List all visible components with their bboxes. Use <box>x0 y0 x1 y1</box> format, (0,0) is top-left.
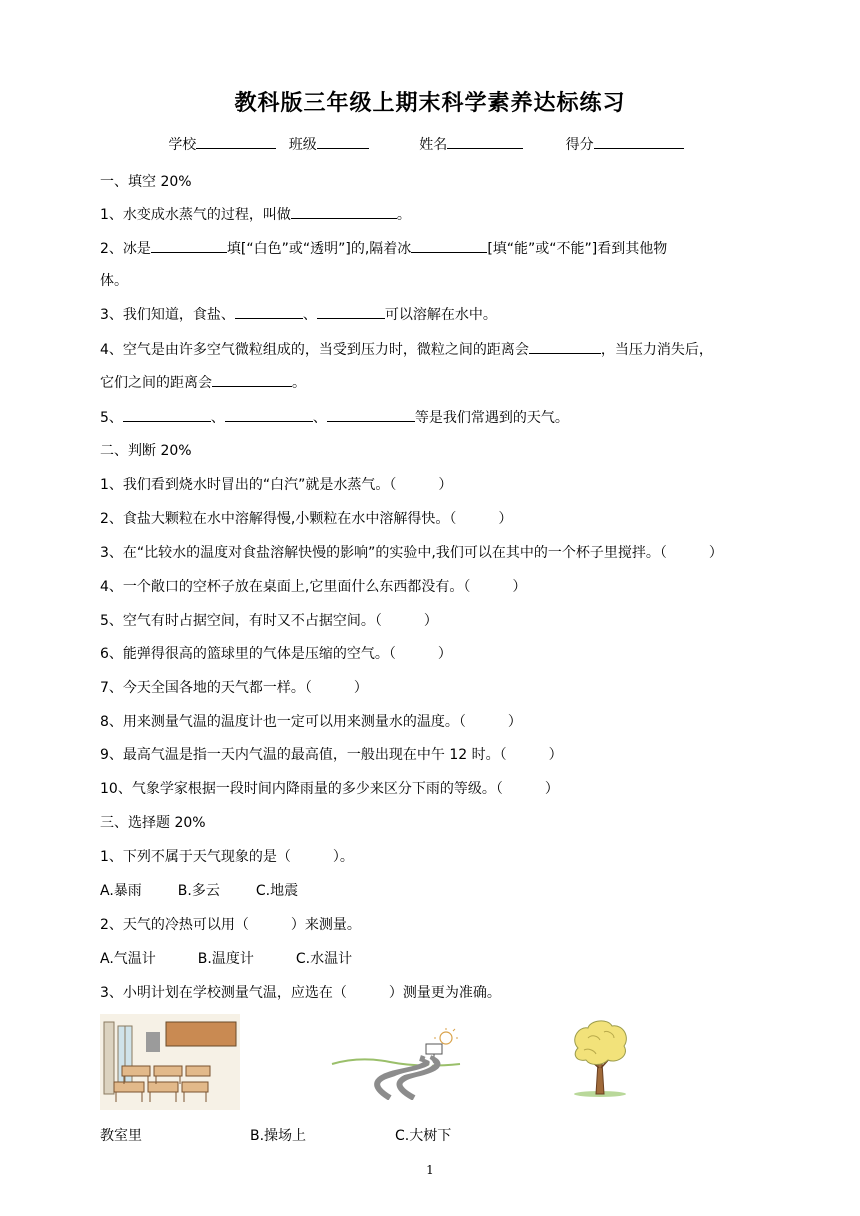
section-fill-in-heading: 一、填空 20% <box>100 174 192 190</box>
page-title: 教科版三年级上期末科学素养达标练习 <box>234 91 626 116</box>
question-text: 、 <box>312 410 327 426</box>
fill-question-4 <box>100 339 713 359</box>
question-text: 5、 <box>100 410 123 426</box>
score-blank[interactable] <box>594 134 684 149</box>
answer-blank[interactable] <box>291 204 397 219</box>
choice-question-2: 2、天气的冷热可以用（ ）来测量。 <box>100 917 361 933</box>
choice-question-1: 1、下列不属于天气现象的是（ ）。 <box>100 849 354 865</box>
judge-question: 7、今天全国各地的天气都一样。（ ） <box>100 680 368 696</box>
answer-blank[interactable] <box>225 407 313 422</box>
answer-blank[interactable] <box>212 372 292 387</box>
question-text: 它们之间的距离会 <box>100 375 212 391</box>
playground-illustration <box>330 1028 462 1100</box>
answer-blank[interactable] <box>317 304 385 319</box>
question-text: 。 <box>292 375 306 391</box>
tree-illustration <box>568 1018 632 1098</box>
option-a[interactable]: A.暴雨 <box>100 883 142 899</box>
choice-question-3: 3、小明计划在学校测量气温，应选在（ ）测量更为准确。 <box>100 985 501 1001</box>
classroom-illustration <box>100 1014 240 1110</box>
question-text: [填“能”或“不能”]看到其他物 <box>487 241 668 257</box>
answer-blank[interactable] <box>123 407 211 422</box>
answer-blank[interactable] <box>327 407 415 422</box>
answer-blank[interactable] <box>529 339 601 354</box>
class-label: 班级 <box>288 137 317 153</box>
fill-question-3 <box>100 304 497 324</box>
option-classroom[interactable]: 教室里 <box>100 1128 142 1144</box>
class-blank[interactable] <box>317 134 369 149</box>
choice-options-1 <box>100 880 298 900</box>
option-c[interactable]: C.地震 <box>255 883 299 899</box>
option-b[interactable]: B.温度计 <box>197 951 254 967</box>
answer-blank[interactable] <box>151 238 227 253</box>
option-c[interactable]: C.水温计 <box>295 951 353 967</box>
answer-blank[interactable] <box>411 238 487 253</box>
student-info-row <box>0 134 860 154</box>
question-text: 2、冰是 <box>100 241 151 257</box>
section-judge-heading: 二、判断 20% <box>100 443 192 459</box>
question-text: 填[“白色”或“透明”]的,隔着冰 <box>226 241 412 257</box>
choice-options-2 <box>100 948 352 968</box>
question-text: 1、水变成水蒸气的过程，叫做 <box>100 207 291 223</box>
question-text: 、 <box>302 307 317 323</box>
name-label: 姓名 <box>419 137 448 153</box>
judge-question: 3、在“比较水的温度对食盐溶解快慢的影响”的实验中,我们可以在其中的一个杯子里搅拌。（ ） <box>100 545 723 561</box>
page-number: 1 <box>426 1163 434 1177</box>
score-label: 得分 <box>565 137 594 153</box>
option-a[interactable]: A.气温计 <box>100 951 156 967</box>
judge-question: 6、能弹得很高的篮球里的气体是压缩的空气。（ ） <box>100 646 452 662</box>
school-blank[interactable] <box>196 134 276 149</box>
judge-question: 9、最高气温是指一天内气温的最高值，一般出现在中午 12 时。（ ） <box>100 747 563 763</box>
judge-question: 2、食盐大颗粒在水中溶解得慢,小颗粒在水中溶解得快。（ ） <box>100 511 513 527</box>
judge-question: 8、用来测量气温的温度计也一定可以用来测量水的温度。（ ） <box>100 714 522 730</box>
answer-blank[interactable] <box>235 304 303 319</box>
question-text: 等是我们常遇到的天气。 <box>414 410 569 426</box>
question-text: 。 <box>396 207 411 223</box>
judge-question: 1、我们看到烧水时冒出的“白汽”就是水蒸气。（ ） <box>100 477 453 493</box>
option-b[interactable]: B.多云 <box>177 883 220 899</box>
judge-question: 4、一个敞口的空杯子放在桌面上,它里面什么东西都没有。（ ） <box>100 579 527 595</box>
question-text: 3、我们知道，食盐、 <box>100 307 235 323</box>
fill-question-5 <box>100 407 569 427</box>
question-text: 、 <box>210 410 225 426</box>
judge-question: 5、空气有时占据空间，有时又不占据空间。（ ） <box>100 613 438 629</box>
school-label: 学校 <box>168 137 197 153</box>
option-under-tree[interactable]: C.大树下 <box>395 1128 452 1144</box>
question-text: ，当压力消失后， <box>600 342 713 358</box>
name-blank[interactable] <box>447 134 523 149</box>
option-playground[interactable]: B.操场上 <box>250 1128 307 1144</box>
judge-question: 10、气象学家根据一段时间内降雨量的多少来区分下雨的等级。（ ） <box>100 781 559 797</box>
question-text: 可以溶解在水中。 <box>384 307 497 323</box>
fill-question-2-cont: 体。 <box>100 273 128 289</box>
fill-question-4-cont <box>100 372 306 392</box>
question-text: 4、空气是由许多空气微粒组成的，当受到压力时，微粒之间的距离会 <box>100 342 529 358</box>
fill-question-2 <box>100 238 667 258</box>
fill-question-1 <box>100 204 411 224</box>
section-choice-heading: 三、选择题 20% <box>100 815 206 831</box>
